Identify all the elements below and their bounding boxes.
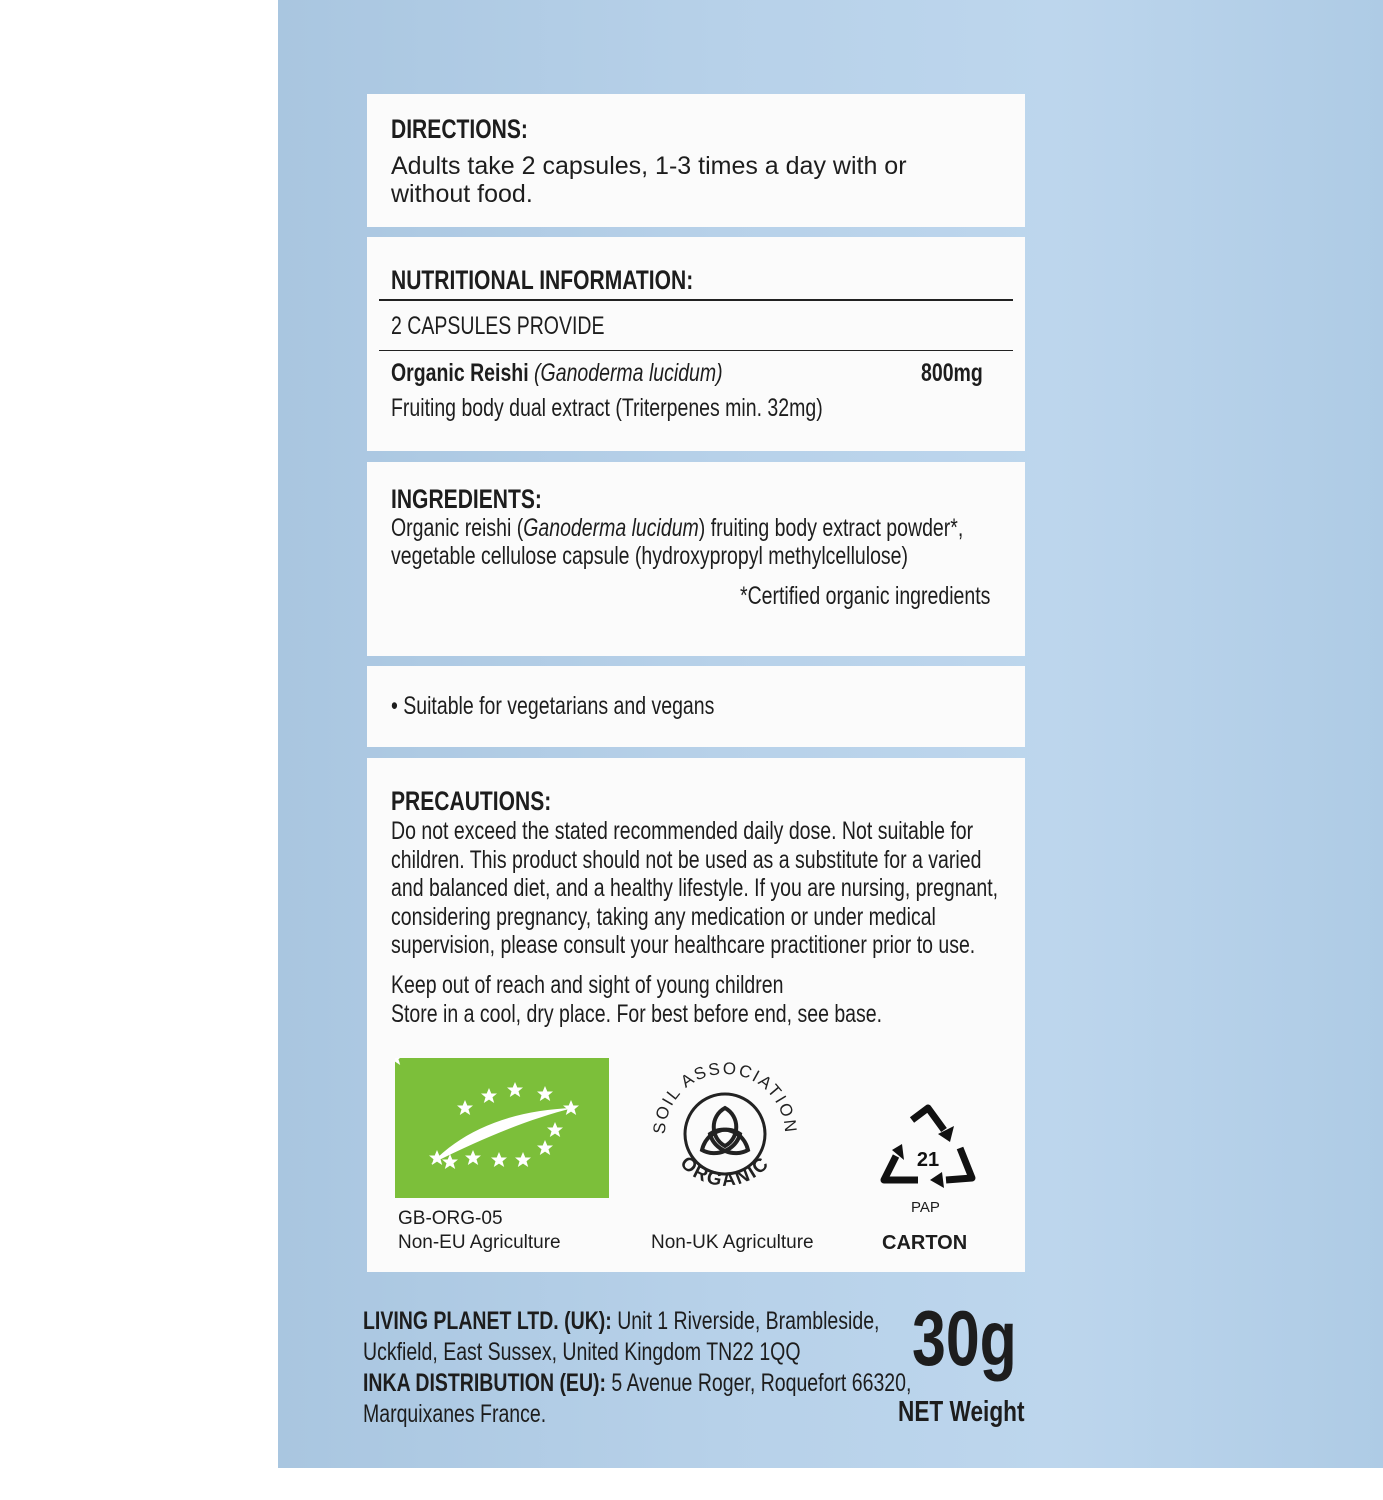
svg-text:ORGANIC <box>676 1153 774 1191</box>
nutrition-item-latin: (Ganoderma lucidum) <box>534 359 723 387</box>
nutrition-rule-mid <box>379 350 1013 351</box>
directions-title: DIRECTIONS: <box>391 114 528 144</box>
suitability-text: • Suitable for vegetarians and vegans <box>391 692 715 720</box>
soil-bottom-text: ORGANIC <box>675 1152 775 1192</box>
precautions-line-2: children. This product should not be used as a substitute for a varied <box>391 845 982 874</box>
ingredients-line-1-pre: Organic reishi ( <box>391 514 524 542</box>
eu-code: GB-ORG-05 <box>398 1208 503 1229</box>
precautions-keep-away: Keep out of reach and sight of young children <box>391 971 784 999</box>
precautions-line-3: and balanced diet, and a healthy lifestyle. If you are nursing, pregnant, <box>391 874 999 902</box>
uk-address-1: Unit 1 Riverside, Brambleside, <box>611 1307 880 1335</box>
precautions-line-5: supervision, please consult your healthcare practitioner prior to use. <box>391 931 976 959</box>
directions-line-1: Adults take 2 capsules, 1-3 times a day with or <box>391 152 907 180</box>
svg-text:SOIL ASSOCIATION <box>650 1059 801 1135</box>
nutrition-rule-top <box>379 299 1013 301</box>
net-weight-label: NET Weight <box>898 1396 1025 1428</box>
precautions-line-1: Do not exceed the stated recommended daily dose. Not suitable for <box>391 817 974 845</box>
nutrition-title: NUTRITIONAL INFORMATION: <box>391 265 694 295</box>
uk-address-2: Uckfield, East Sussex, United Kingdom TN22 1QQ <box>363 1338 801 1366</box>
ingredients-footnote: *Certified organic ingredients <box>740 582 991 610</box>
net-weight-value: 30g <box>912 1294 1017 1382</box>
soil-association-logo <box>640 1046 810 1216</box>
ingredients-title: INGREDIENTS: <box>391 484 542 514</box>
recycle-number: 21 <box>916 1149 940 1171</box>
uk-company-label: LIVING PLANET LTD. (UK): <box>363 1307 612 1335</box>
soil-association-icon <box>640 1046 810 1216</box>
soil-top-text: SOIL ASSOCIATION <box>649 1058 801 1135</box>
nutrition-serving: 2 CAPSULES PROVIDE <box>391 312 605 340</box>
nutrition-item-name: Organic Reishi <box>391 359 529 387</box>
nutrition-item-desc: Fruiting body dual extract (Triterpenes min. 32mg) <box>391 394 823 422</box>
ingredients-line-2: vegetable cellulose capsule (hydroxypropyl methylcellulose) <box>391 542 909 570</box>
nutrition-item-amount: 800mg <box>921 359 983 387</box>
recycling-triangle-icon <box>872 1098 984 1202</box>
eu-address-1: 5 Avenue Roger, Roquefort 66320, <box>606 1369 912 1397</box>
directions-line-2: without food. <box>391 180 533 208</box>
nutrition-panel <box>367 237 1025 451</box>
precautions-title: PRECAUTIONS: <box>391 786 552 816</box>
eu-caption: Non-EU Agriculture <box>398 1232 561 1253</box>
precautions-storage: Store in a cool, dry place. For best before end, see base. <box>391 1000 883 1028</box>
eu-leaf-stars-icon <box>395 1058 609 1198</box>
recycle-caption: CARTON <box>882 1232 968 1254</box>
directions-panel <box>367 94 1025 227</box>
eu-organic-logo <box>395 1058 609 1198</box>
suitability-panel <box>367 666 1025 747</box>
soil-caption: Non-UK Agriculture <box>651 1232 814 1253</box>
eu-company-label: INKA DISTRIBUTION (EU): <box>363 1369 607 1397</box>
precautions-line-4: considering pregnancy, taking any medication or under medical <box>391 902 936 931</box>
recycling-logo <box>872 1098 984 1202</box>
eu-address-2: Marquixanes France. <box>363 1400 547 1428</box>
ingredients-line-1-post: ) fruiting body extract powder*, <box>698 514 964 542</box>
ingredients-panel <box>367 462 1025 656</box>
ingredients-latin: Ganoderma lucidum <box>523 514 699 542</box>
recycle-code: PAP <box>911 1199 940 1216</box>
